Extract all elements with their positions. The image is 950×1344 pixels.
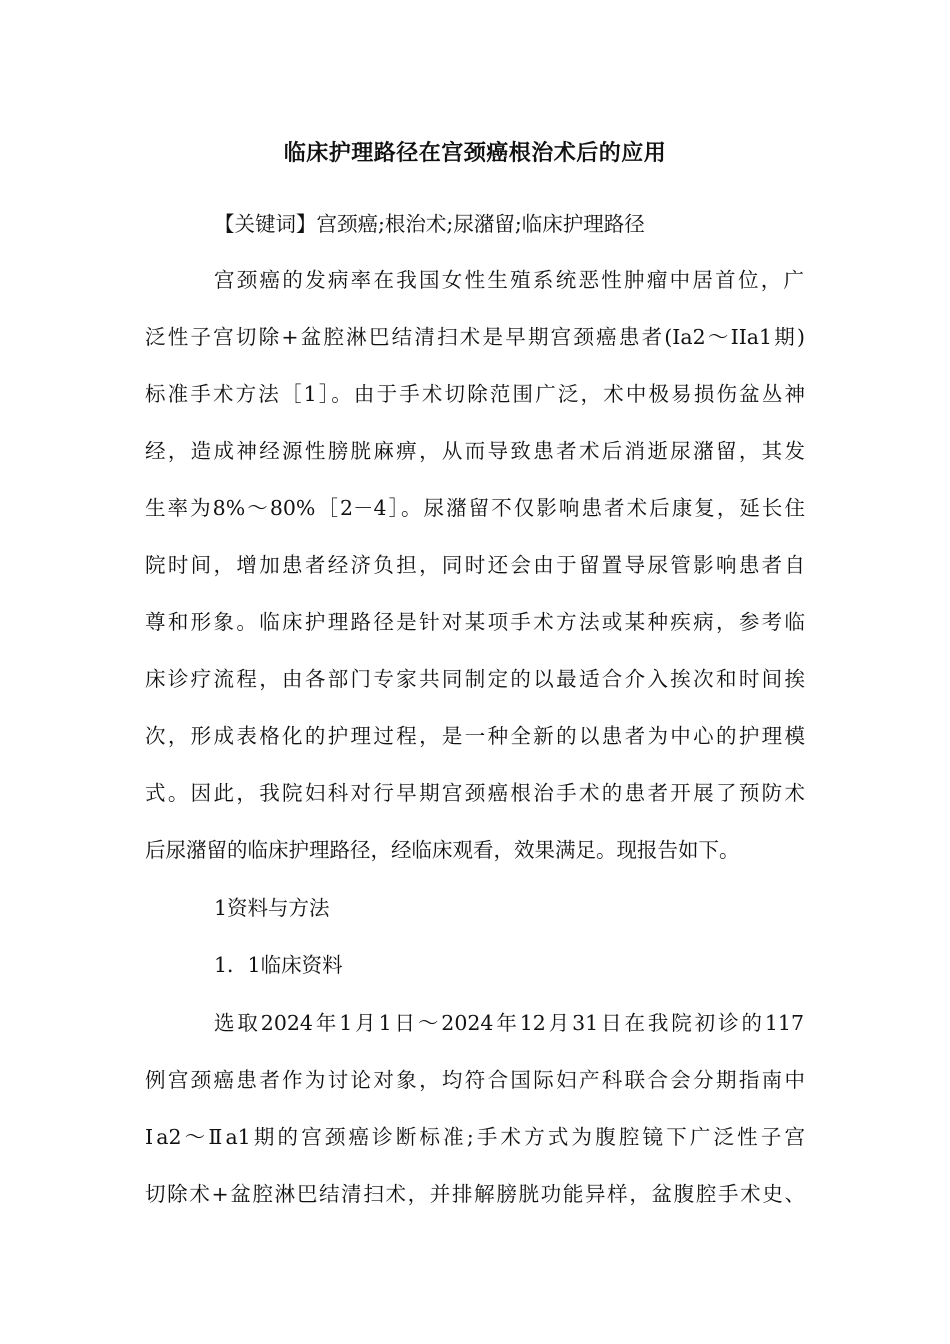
section-heading: 1资料与方法 xyxy=(214,896,330,920)
paragraph-line: 泛性子宫切除+盆腔淋巴结清扫术是早期宫颈癌患者(Ia2～IIa1期) xyxy=(145,325,805,349)
paragraph-line: 床诊疗流程，由各部门专家共同制定的以最适合介入挨次和时间挨 xyxy=(145,667,805,691)
document-title: 临床护理路径在宫颈癌根治术后的应用 xyxy=(283,141,667,166)
paragraph-line: 院时间，增加患者经济负担，同时还会由于留置导尿管影响患者自 xyxy=(145,553,805,577)
paragraph-line: Ⅰa2～Ⅱa1期的宫颈癌诊断标准;手术方式为腹腔镜下广泛性子宫 xyxy=(145,1125,805,1149)
paragraph-line: 次，形成表格化的护理过程，是一种全新的以患者为中心的护理模 xyxy=(145,724,805,748)
paragraph-line: 经，造成神经源性膀胱麻痹，从而导致患者术后消逝尿潴留，其发 xyxy=(145,439,805,463)
paragraph-line: 式。因此，我院妇科对行早期宫颈癌根治手术的患者开展了预防术 xyxy=(145,781,805,805)
paragraph-line: 切除术+盆腔淋巴结清扫术，并排解膀胱功能异样，盆腹腔手术史、 xyxy=(145,1182,805,1206)
keywords-line: 【关键词】宫颈癌;根治术;尿潴留;临床护理路径 xyxy=(214,212,645,236)
paragraph-line: 标准手术方法［1］。由于手术切除范围广泛，术中极易损伤盆丛神 xyxy=(145,382,805,406)
paragraph-line: 选取2024年1月1日～2024年12月31日在我院初诊的117 xyxy=(214,1011,804,1035)
paragraph-line: 后尿潴留的临床护理路径，经临床观看，效果满足。现报告如下。 xyxy=(145,838,740,862)
paragraph-line: 宫颈癌的发病率在我国女性生殖系统恶性肿瘤中居首位，广 xyxy=(214,268,804,292)
paragraph-line: 尊和形象。临床护理路径是针对某项手术方法或某种疾病，参考临 xyxy=(145,610,805,634)
subsection-heading: 1．1临床资料 xyxy=(214,953,343,977)
paragraph-line: 例宫颈癌患者作为讨论对象，均符合国际妇产科联合会分期指南中 xyxy=(145,1068,805,1092)
paragraph-line: 生率为8%～80%［2－4］。尿潴留不仅影响患者术后康复，延长住 xyxy=(145,496,805,520)
